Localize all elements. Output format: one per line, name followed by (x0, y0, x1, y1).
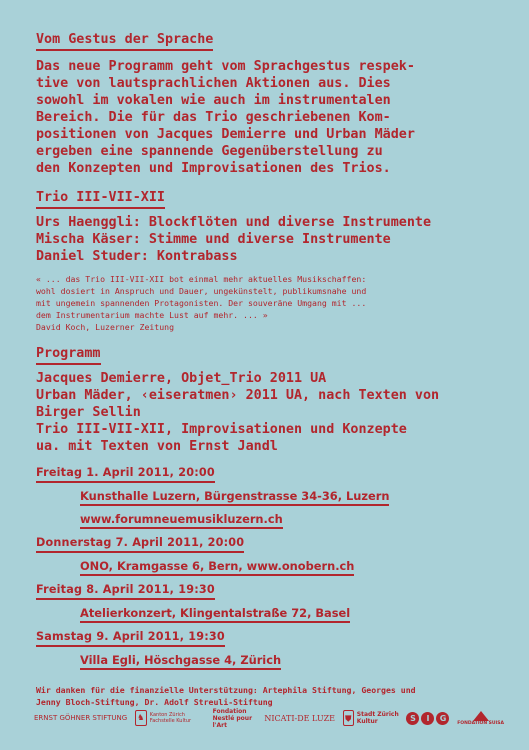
event-4 (36, 623, 506, 670)
event-date: Freitag 1. April 2011, 20:00 (36, 465, 215, 483)
programm-item: ua. mit Texten von Ernst Jandl (36, 439, 278, 454)
logo-fondation-text: Fondation Nestlé pour l'Art (212, 707, 253, 729)
section-trio (36, 186, 506, 333)
programm-item: Urban Mäder, ‹eiseratmen› 2011 UA, nach Texten von (36, 388, 440, 403)
logo-stadt-text: Stadt Zürich Kultur (356, 711, 399, 725)
event-date: Donnerstag 7. April 2011, 20:00 (36, 535, 244, 553)
lion-icon: ♞ (135, 710, 147, 726)
member: Urs Haenggli: Blockflöten und diverse Instrumente (36, 215, 432, 230)
programm-item: Trio III-VII-XII, Improvisationen und Konzepte (36, 422, 407, 437)
sponsor-thanks (36, 684, 506, 708)
sig-letter: S (406, 712, 419, 725)
quote-line: mit ungemein spannenden Protagonisten. Der souveräne Umgang mit ... (36, 298, 367, 308)
quote-line: wohl dosiert in Anspruch und Dauer, ungekünstelt, publikumsnahe und (36, 286, 367, 296)
logo-stadt-zuerich (343, 710, 399, 726)
thanks-line: Jenny Bloch-Stiftung, Dr. Adolf Streuli-Stiftung (36, 697, 273, 707)
event-date: Freitag 8. April 2011, 19:30 (36, 582, 215, 600)
stadt-zuerich-icon: ⛊ (343, 710, 354, 726)
logo-nicati (264, 714, 335, 723)
logo-goehner (34, 714, 127, 722)
member: Mischa Käser: Stimme und diverse Instrumente (36, 232, 391, 247)
heading-trio: Trio III-VII-XII (36, 189, 165, 209)
section-programm (36, 342, 506, 455)
logo-kanton-text: Kanton Zürich Fachstelle Kultur (149, 712, 192, 724)
logo-goehner-text: ERNST GÖHNER STIFTUNG (34, 714, 128, 722)
event-venue: Kunsthalle Luzern, Bürgenstrasse 34-36, Luzern (80, 488, 389, 506)
quote-source: David Koch, Luzerner Zeitung (36, 322, 175, 332)
event-website-link[interactable]: www.forumneuemusikluzern.ch (80, 511, 283, 529)
event-venue: ONO, Kramgasse 6, Bern, www.onobern.ch (80, 558, 354, 576)
intro-paragraph (36, 58, 506, 177)
logo-fondation-nestle (213, 708, 257, 729)
heading-gestus: Vom Gestus der Sprache (36, 31, 213, 51)
event-2 (36, 529, 506, 576)
poster-text (36, 28, 506, 708)
intro-line: ergeben eine spannende Gegenüberstellung zu (36, 144, 383, 159)
intro-line: den Konzepten und Improvisationen des Trios. (36, 161, 391, 176)
sponsor-logos (34, 706, 504, 730)
intro-line: tive von lautsprachlichen Aktionen aus. Dies (36, 76, 391, 91)
quote-line: « ... das Trio III-VII-XII bot einmal mehr aktuelles Musikschaffen: (36, 274, 367, 284)
programm-item: Jacques Demierre, Objet_Trio 2011 UA (36, 371, 327, 386)
thanks-line: Wir danken für die finanzielle Unterstützung: Artephila Stiftung, Georges und (36, 685, 416, 695)
event-list (36, 459, 506, 670)
intro-line: Das neue Programm geht vom Sprachgestus respek- (36, 59, 415, 74)
press-quote (36, 273, 506, 333)
sig-letter: I (421, 712, 434, 725)
logo-suisa-text: FONDATION SUISA (457, 720, 504, 726)
programm-list (36, 370, 506, 455)
suisa-triangle-icon (473, 711, 489, 721)
event-venue: Villa Egli, Höschgasse 4, Zürich (80, 652, 281, 670)
logo-suisa (457, 711, 504, 726)
intro-line: Bereich. Die für das Trio geschriebenen Kom- (36, 110, 391, 125)
logo-kanton-zuerich (135, 710, 205, 726)
programm-item: Birger Sellin (36, 405, 141, 420)
intro-line: positionen von Jacques Demierre und Urban Mäder (36, 127, 415, 142)
logo-nicati-text: NICATI-DE LUZE (264, 713, 336, 723)
intro-line: sowohl im vokalen wie auch im instrumentalen (36, 93, 391, 108)
event-1 (36, 459, 506, 529)
event-venue: Atelierkonzert, Klingentalstraße 72, Basel (80, 605, 350, 623)
heading-programm: Programm (36, 345, 101, 365)
member: Daniel Studer: Kontrabass (36, 249, 238, 264)
event-date: Samstag 9. April 2011, 19:30 (36, 629, 225, 647)
event-3 (36, 576, 506, 623)
section-gestus (36, 28, 506, 177)
quote-line: dem Instrumentarium machte Lust auf mehr. ... » (36, 310, 268, 320)
member-list (36, 214, 506, 265)
sig-letter: G (436, 712, 449, 725)
logo-sig (406, 712, 449, 725)
